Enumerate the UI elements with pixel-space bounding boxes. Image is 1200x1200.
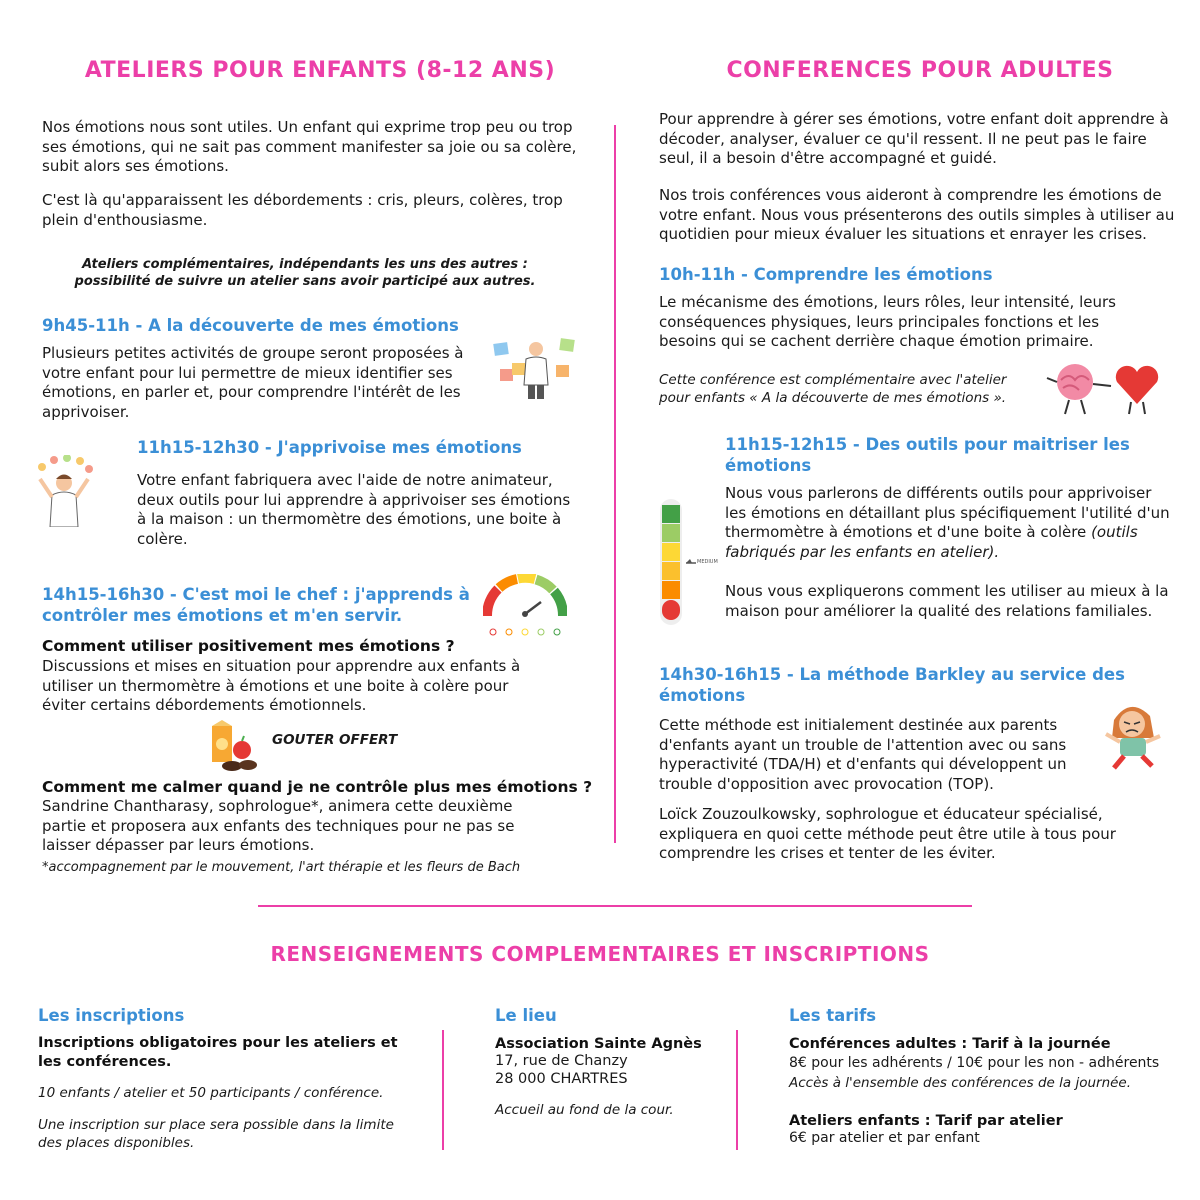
tarif-ateliers-title: Ateliers enfants : Tarif par atelier <box>789 1113 1063 1129</box>
conference-2-text-1-main: Nous vous parlerons de différents outils pour apprivoiser les émotions en détaillant plus spécifiquement l'utilité d'un thermomètre à émotions et d'une boite à colère <box>725 484 1170 541</box>
thermometer-level-label: MEDIUM <box>697 559 718 565</box>
conference-1-text: Le mécanisme des émotions, leurs rôles, leur intensité, leurs conséquences physiques, leurs principales fonctions et les besoins qui se cachent derrière chaque émotion primaire. <box>659 293 1116 350</box>
conference-2-title: 11h15-12h15 - Des outils pour maitriser les émotions <box>725 435 1130 475</box>
atelier-3-title: 14h15-16h30 - C'est moi le chef : j'apprends à contrôler mes émotions et m'en servir. <box>42 585 470 625</box>
conferences-intro-1: Pour apprendre à gérer ses émotions, votre enfant doit apprendre à décoder, analyser, évaluer ce qu'il ressent. Il ne peut pas le faire seul, il a besoin d'être accompagné et guidé. <box>659 110 1169 167</box>
atelier-2-text: Votre enfant fabriquera avec l'aide de notre animateur, deux outils pour lui apprendre à apprivoiser ses émotions à la maison : un thermomètre des émotions, une boite à colère. <box>137 471 571 548</box>
inscriptions-capacity: 10 enfants / atelier et 50 participants / conférence. <box>38 1085 384 1101</box>
section-title-ateliers: ATELIERS POUR ENFANTS (8-12 ANS) <box>84 58 556 83</box>
lieu-name: Association Sainte Agnès <box>495 1036 702 1052</box>
atelier-3-text-2: Sandrine Chantharasy, sophrologue*, animera cette deuxième partie et proposera aux enfants des techniques pour ne pas se laisser dépasser par leurs émotions. <box>42 797 515 854</box>
atelier-3-question-1: Comment utiliser positivement mes émotions ? <box>42 637 455 655</box>
tarif-conferences-price: 8€ pour les adhérents / 10€ pour les non - adhérents <box>789 1055 1160 1071</box>
conference-2-text-2: Nous vous expliquerons comment les utiliser au mieux à la maison pour améliorer la qualité des relations familiales. <box>725 582 1169 620</box>
lieu-access: Accueil au fond de la cour. <box>495 1102 674 1118</box>
conference-3-title: 14h30-16h15 - La méthode Barkley au service des émotions <box>659 665 1125 705</box>
emotion-gauge-illustration <box>483 574 567 638</box>
section-separator <box>258 905 972 907</box>
ateliers-note: Ateliers complémentaires, indépendants les uns des autres : possibilité de suivre un atelier sans avoir participé aux autres. <box>74 257 536 289</box>
conference-3-text-2: Loïck Zouzoulkowsky, sophrologue et éducateur spécialisé, expliquera en quoi cette méthode peut être utile à tous pour comprendre les crises et tenter de les éviter. <box>659 805 1116 862</box>
inscriptions-onsite: Une inscription sur place sera possible dans la limite des places disponibles. <box>38 1117 394 1151</box>
tarif-conferences-access: Accès à l'ensemble des conférences de la journée. <box>789 1075 1132 1091</box>
atelier-3-text-1: Discussions et mises en situation pour apprendre aux enfants à utiliser un thermomètre à émotions et une boite à colère pour éviter certains débordements émotionnels. <box>42 657 521 714</box>
lieu-heading: Le lieu <box>495 1006 557 1025</box>
tarif-ateliers-price: 6€ par atelier et par enfant <box>789 1130 980 1146</box>
conferences-intro-2: Nos trois conférences vous aideront à comprendre les émotions de votre enfant. Nous vous présenterons des outils simples à utiliser au quotidien pour mieux évaluer les situations et enrayer les crises. <box>659 186 1175 243</box>
gouter-label: GOUTER OFFERT <box>272 732 398 748</box>
angry-child-illustration <box>1100 700 1165 770</box>
inscriptions-heading: Les inscriptions <box>38 1006 185 1025</box>
juggling-faces-illustration <box>34 455 94 527</box>
atelier-3-footnote: *accompagnement par le mouvement, l'art thérapie et les fleurs de Bach <box>42 860 521 875</box>
lieu-street: 17, rue de Chanzy <box>495 1053 628 1069</box>
conference-1-title: 10h-11h - Comprendre les émotions <box>659 265 993 284</box>
conference-1-note: Cette conférence est complémentaire avec l'atelier pour enfants « A la découverte de mes émotions ». <box>659 372 1007 406</box>
atelier-2-title: 11h15-12h30 - J'apprivoise mes émotions <box>137 438 522 457</box>
section-title-renseignements: RENSEIGNEMENTS COMPLEMENTAIRES ET INSCRIPTIONS <box>270 942 930 966</box>
bottom-divider-2 <box>736 1030 738 1150</box>
lieu-city: 28 000 CHARTRES <box>495 1071 628 1087</box>
tarif-conferences-title: Conférences adultes : Tarif à la journée <box>789 1036 1111 1052</box>
emotion-cards-illustration <box>490 335 580 400</box>
atelier-1-text: Plusieurs petites activités de groupe seront proposées à votre enfant pour lui permettre de mieux identifier ses émotions, en parler et, pour comprendre l'intérêt de les apprivoiser. <box>42 344 464 421</box>
conference-3-text-1: Cette méthode est initialement destinée aux parents d'enfants ayant un trouble de l'attention avec ou sans hyperactivité (TDA/H) et d'enfants qui développent un trouble d'opposition avec provocation (TOP). <box>659 716 1067 793</box>
tarifs-heading: Les tarifs <box>789 1006 877 1025</box>
brain-heart-illustration <box>1045 360 1165 418</box>
snack-illustration <box>208 720 268 772</box>
ateliers-intro-2: C'est là qu'apparaissent les débordements : cris, pleurs, colères, trop plein d'enthousiasme. <box>42 191 563 229</box>
bottom-divider-1 <box>442 1030 444 1150</box>
emotion-thermometer-illustration <box>656 497 736 627</box>
conference-2-text-1-italic: (outils fabriqués par les enfants en atelier). <box>725 523 1138 561</box>
section-title-conferences: CONFERENCES POUR ADULTES <box>726 58 1114 83</box>
conference-2-text-1 <box>725 484 1175 562</box>
ateliers-intro-1: Nos émotions nous sont utiles. Un enfant qui exprime trop peu ou trop ses émotions, qui ne sait pas comment manifester sa joie ou sa colère, subit alors ses émotions. <box>42 118 577 175</box>
atelier-1-title: 9h45-11h - A la découverte de mes émotions <box>42 316 459 335</box>
column-divider <box>614 125 616 843</box>
inscriptions-required: Inscriptions obligatoires pour les ateliers et les conférences. <box>38 1035 398 1070</box>
atelier-3-question-2: Comment me calmer quand je ne contrôle plus mes émotions ? <box>42 778 593 796</box>
